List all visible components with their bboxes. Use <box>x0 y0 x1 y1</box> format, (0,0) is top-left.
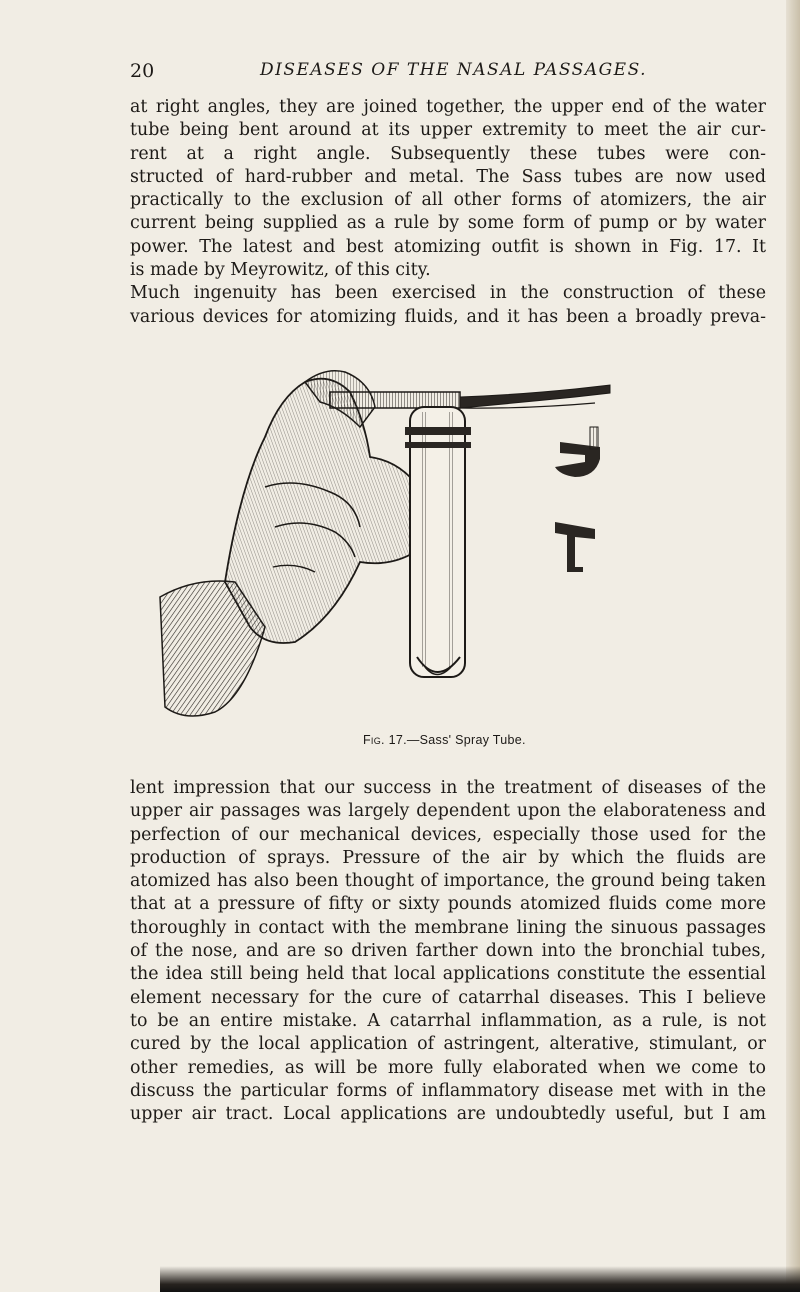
text-line: current being supplied as a rule by some form of pump or by water <box>130 213 766 234</box>
text-line: the idea still being held that local applications constitute the essential <box>130 964 766 985</box>
nozzle-tip-1 <box>555 427 600 477</box>
paragraph-1 <box>130 96 766 329</box>
text-line: atomized has also been thought of importance, the ground being taken <box>130 871 766 892</box>
text-line: lent impression that our success in the treatment of diseases of the <box>130 778 766 798</box>
text-line: upper air tract. Local applications are undoubtedly useful, but I am <box>130 1104 766 1125</box>
text-line: of the nose, and are so driven farther down into the bronchial tubes, <box>130 941 766 962</box>
text-line: thoroughly in contact with the membrane lining the sinuous passages <box>130 917 766 938</box>
text-line: that at a pressure of fifty or sixty pounds atomized fluids come more <box>130 894 766 915</box>
text-line: discuss the particular forms of inflammatory disease met with in the <box>130 1080 766 1101</box>
hand-shape <box>225 379 428 643</box>
page-edge <box>786 0 800 1292</box>
text-line: practically to the exclusion of all other forms of atomizers, the air <box>130 190 766 211</box>
text-line: various devices for atomizing fluids, and it has been a broadly preva- <box>130 306 766 327</box>
text-line: tube being bent around at its upper extremity to meet the air cur- <box>130 120 766 141</box>
figure-caption <box>363 733 526 747</box>
text-line: power. The latest and best atomizing outfit is shown in Fig. 17. It <box>130 236 766 257</box>
page-number: 20 <box>130 60 155 82</box>
nozzle-tip-2 <box>555 522 595 572</box>
running-title: DISEASES OF THE NASAL PASSAGES. <box>260 60 648 80</box>
text-line: structed of hard-rubber and metal. The Sass tubes are now used <box>130 166 766 187</box>
text-line: other remedies, as will be more fully elaborated when we come to <box>130 1057 766 1078</box>
figure-illustration <box>155 367 615 727</box>
text-line: perfection of our mechanical devices, especially those used for the <box>130 824 766 845</box>
text-line: rent at a right angle. Subsequently these tubes were con- <box>130 143 766 164</box>
text-line: production of sprays. Pressure of the air by which the fluids are <box>130 847 766 868</box>
spray-tube-illustration <box>155 367 615 727</box>
figure-caption-label: Fig. 17. <box>363 733 407 747</box>
text-line: to be an entire mistake. A catarrhal inflammation, as a rule, is not <box>130 1010 766 1031</box>
text-line: cured by the local application of astringent, alterative, stimulant, or <box>130 1034 766 1055</box>
paragraph-2 <box>130 777 766 1126</box>
text-line: element necessary for the cure of catarrhal diseases. This I believe <box>130 987 766 1008</box>
bottom-shadow-band <box>160 1266 800 1292</box>
figure-caption-text: —Sass' Spray Tube. <box>406 733 526 747</box>
upper-tube <box>330 392 460 408</box>
text-line: Much ingenuity has been exercised in the construction of these <box>130 283 766 304</box>
text-line: at right angles, they are joined together, the upper end of the water <box>130 97 766 117</box>
text-line: is made by Meyrowitz, of this city. <box>130 260 431 281</box>
text-line: upper air passages was largely dependent upon the elaborateness and <box>130 801 766 822</box>
